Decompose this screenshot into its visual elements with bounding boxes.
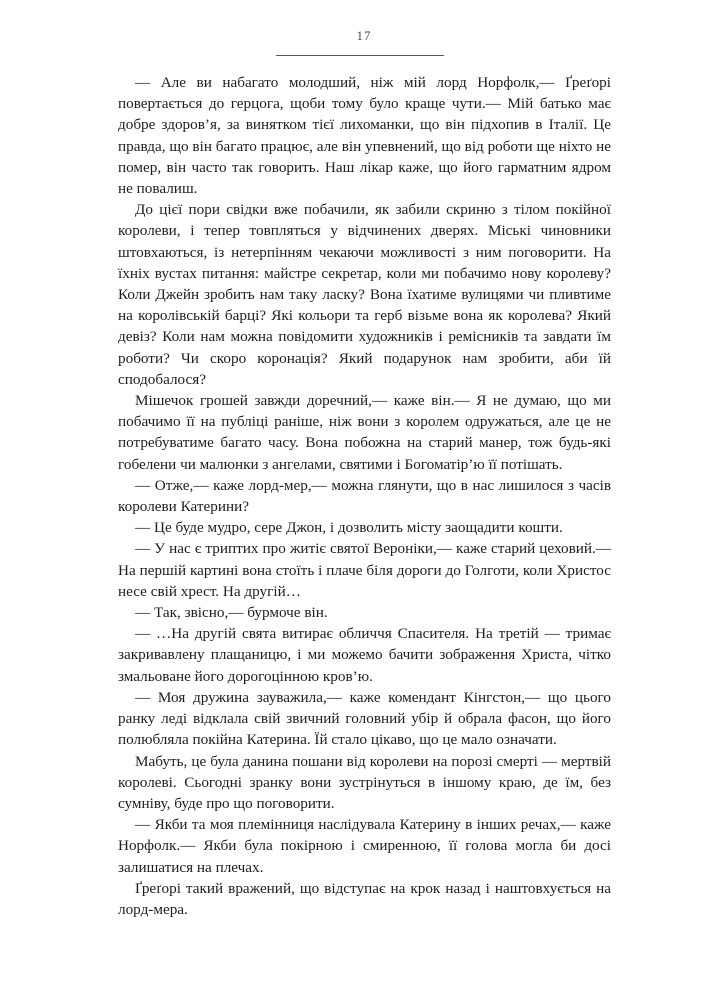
page-number: 17 (356, 28, 372, 43)
paragraph: — Моя дружина зауважила,— каже комендант Кінгстон,— що цього ранку леді відклала свій звичний головний убір й обрала фасон, що його полюбляла покійна Катерина. Їй стало цікаво, що це мало означати. (118, 688, 611, 749)
paragraph: — У нас є триптих про житіє святої Вероніки,— каже старий цеховий.— На першій картині вона стоїть і плаче біля дороги до Голготи, коли Христос несе свій хрест. На другій… (118, 540, 611, 600)
paragraph: — …На другій свята витирає обличчя Спасителя. На третій — тримає закривавлену плащаницю, і ми можемо бачити зображення Христа, чітко змальоване його дорогоцінною кров’ю. (118, 625, 611, 685)
paragraph: — Якби та моя племінниця наслідувала Катерину в інших речах,— каже Норфолк.— Якби була покірною і смиренною, її голова могла би досі залишатися на плечах. (118, 816, 611, 876)
paragraph: — Отже,— каже лорд-мер,— можна глянути, що в нас лишилося з часів королеви Катерини? (118, 476, 611, 516)
body-text (118, 72, 611, 920)
header-rule (276, 55, 444, 56)
paragraph: Мішечок грошей завжди доречний,— каже він.— Я не думаю, що ми побачимо її на публіці раніше, ніж вони з королем одружаться, але це не потребуватиме багато часу. Вона побожна на старий манер, тож будь-які гобелени чи малюнки з ангелами, святими і Богоматір’ю її потішать. (118, 392, 611, 473)
paragraph: — Це буде мудро, сере Джон, і дозволить місту заощадити кошти. (135, 519, 563, 537)
paragraph: Ґреґорі такий вражений, що відступає на крок назад і наштовхується на лорд-мера. (118, 879, 611, 918)
paragraph: Мабуть, це була данина пошани від королеви на порозі смерті — мертвій королеві. Сьогодні зранку вони зустрінуться в іншому краю, де їм, без сумніву, буде про що поговорити. (118, 752, 611, 812)
paragraph: — Але ви набагато молодший, ніж мій лорд Норфолк,— Ґреґорі повертається до герцога, щоби тому було краще чути.— Мій батько має добре здоров’я, за винятком тієї лихоманки, що він підхопив в Італії. Це правда, що він багато працює, але він упевнений, що від роботи ще ніхто не помер, він часто так говорить. Наш лікар каже, що його гарматним ядром не повалиш. (118, 74, 611, 198)
paragraph: — Так, звісно,— бурмоче він. (135, 604, 328, 622)
paragraph: До цієї пори свідки вже побачили, як забили скриню з тілом покійної королеви, і тепер товпляться у відчинених дверях. Міські чиновники штовхаються, із нетерпінням чекаючи можливості з ним поговорити. На їхніх вустах питання: майстре секретар, коли ми побачимо нову королеву? Коли Джейн зробить нам таку ласку? Вона їхатиме вулицями чи пливтиме на королівській барці? Які кольори та герб візьме вона як королева? Який девіз? Коли нам можна повідомити художників і ремісників та завдати їм роботи? Чи скоро коронація? Який подарунок нам зробити, аби їй сподобалося? (118, 201, 611, 388)
